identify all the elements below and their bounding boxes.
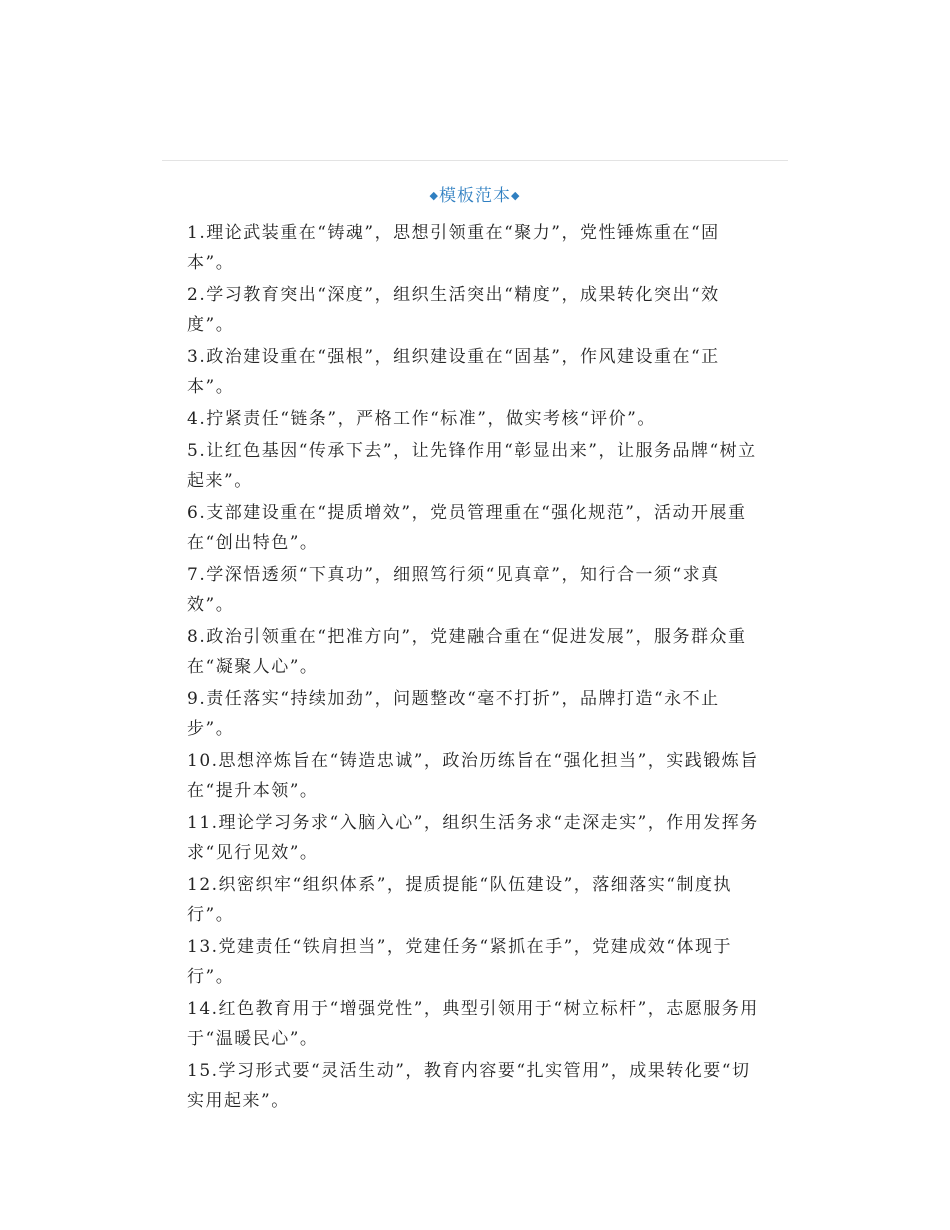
list-item: 4.拧紧责任“链条”，严格工作“标准”，做实考核“评价”。 (187, 409, 656, 429)
section-heading (162, 183, 788, 211)
list-item: 8.政治引领重在“把准方向”，党建融合重在“促进发展”，服务群众重在“凝聚人心”。 (187, 627, 747, 677)
list-item: 7.学深悟透须“下真功”，细照笃行须“见真章”，知行合一须“求真效”。 (187, 565, 720, 615)
list-item: 9.责任落实“持续加劲”，问题整改“毫不打折”，品牌打造“永不止步”。 (187, 689, 720, 739)
list-item: 15.学习形式要“灵活生动”，教育内容要“扎实管用”，成果转化要“切实用起来”。 (187, 1061, 751, 1111)
list-item: 3.政治建设重在“强根”，组织建设重在“固基”，作风建设重在“正本”。 (187, 347, 720, 397)
top-divider (162, 160, 788, 161)
slogan-list (187, 218, 759, 1118)
list-item: 12.织密织牢“组织体系”，提质提能“队伍建设”，落细落实“制度执行”。 (187, 875, 732, 925)
diamond-icon: ◆ (429, 189, 439, 202)
list-item: 10.思想淬炼旨在“铸造忠诚”，政治历练旨在“强化担当”，实践锻炼旨在“提升本领”。 (187, 751, 759, 801)
list-item: 13.党建责任“铁肩担当”，党建任务“紧抓在手”，党建成效“体现于行”。 (187, 937, 732, 987)
list-item: 1.理论武装重在“铸魂”，思想引领重在“聚力”，党性锤炼重在“固本”。 (187, 223, 720, 273)
list-item: 2.学习教育突出“深度”，组织生活突出“精度”，成果转化突出“效度”。 (187, 285, 720, 335)
heading-title: 模板范本 (439, 186, 511, 206)
list-item: 6.支部建设重在“提质增效”，党员管理重在“强化规范”，活动开展重在“创出特色”。 (187, 503, 747, 553)
list-item: 5.让红色基因“传承下去”，让先锋作用“彰显出来”，让服务品牌“树立起来”。 (187, 441, 757, 491)
list-item: 11.理论学习务求“入脑入心”，组织生活务求“走深走实”，作用发挥务求“见行见效”。 (187, 813, 759, 863)
diamond-icon: ◆ (511, 189, 521, 202)
list-item: 14.红色教育用于“增强党性”，典型引领用于“树立标杆”，志愿服务用于“温暖民心”。 (187, 999, 759, 1049)
